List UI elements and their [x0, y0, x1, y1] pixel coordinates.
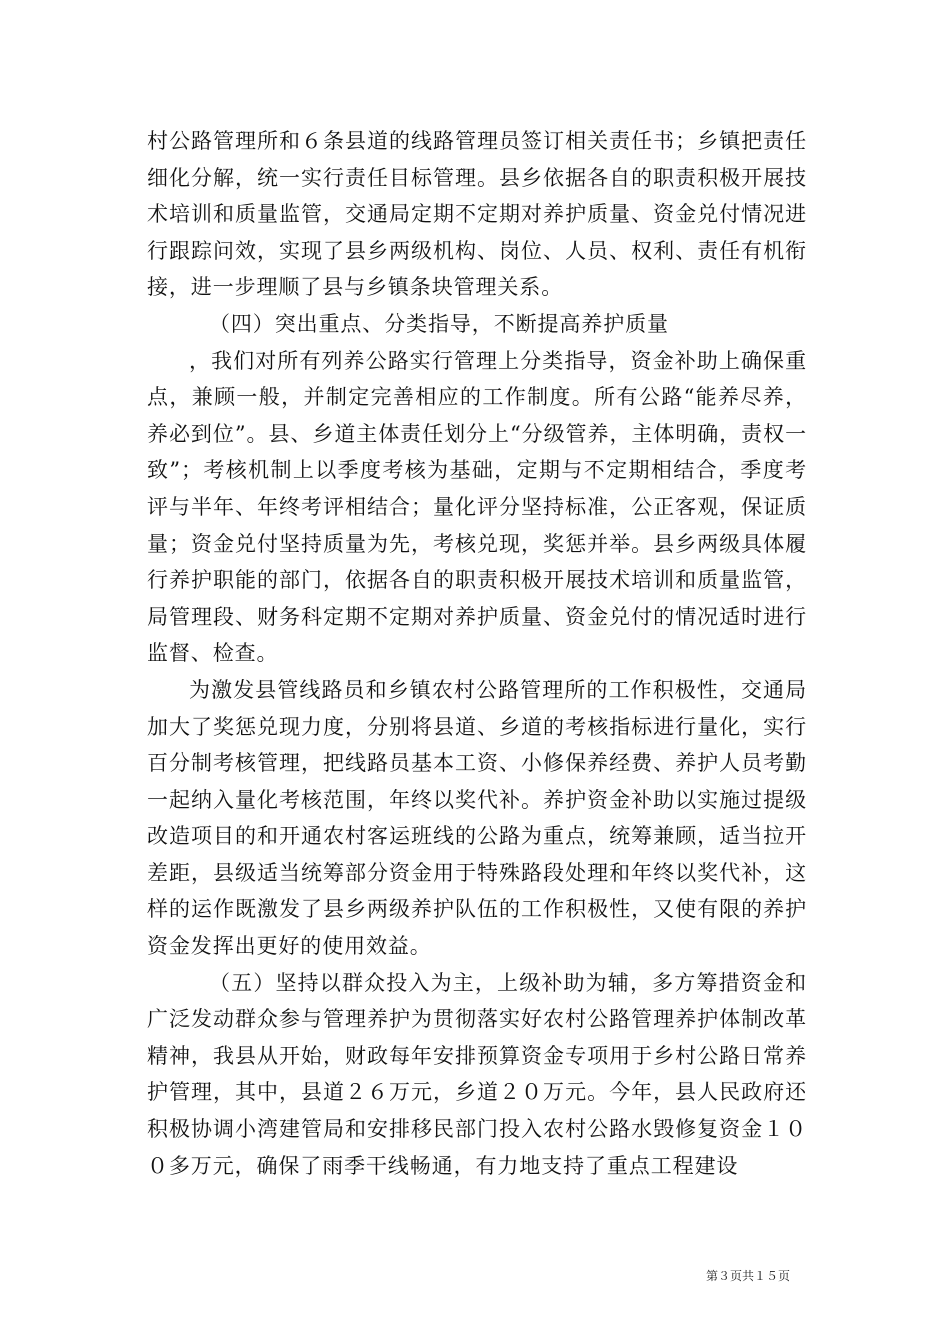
section-heading-4: （四）突出重点、分类指导，不断提高养护质量 — [209, 311, 669, 336]
section-heading-5-paragraph: （五）坚持以群众投入为主，上级补助为辅，多方筹措资金和广泛发动群众参与管理养护为贯彻落实好农村公路管理养护体制改革精神，我县从开始，财政每年安排预算资金专项用于乡村公路日常养护管理，其中，县道２６万元，乡道２０万元。今年，县人民政府还积极协调小湾建管局和安排移民部门投入农村公路水毁修复资金１００多万元，确保了雨季干线畅通，有力地支持了重点工程建设 — [147, 970, 807, 1178]
paragraph-incentives: 为激发县管线路员和乡镇农村公路管理所的工作积极性，交通局加大了奖惩兑现力度，分别将县道、乡道的考核指标进行量化，实行百分制考核管理，把线路员基本工资、小修保养经费、养护人员考勤一起纳入量化考核范围，年终以奖代补。养护资金补助以实施过提级改造项目的和开通农村客运班线的公路为重点，统筹兼顾，适当拉开差距，县级适当统筹部分资金用于特殊路段处理和年终以奖代补，这样的运作既激发了县乡两级养护队伍的工作积极性，又使有限的养护资金发挥出更好的使用效益。 — [147, 677, 807, 959]
page-number-footer: 第３页共１５页 — [706, 1269, 791, 1283]
paragraph-classification: ，我们对所有列养公路实行管理上分类指导，资金补助上确保重点，兼顾一般，并制定完善相应的工作制度。所有公路“能养尽养，养必到位”。县、乡道主体责任划分上“分级管养，主体明确，责权一致”；考核机制上以季度考核为基础，定期与不定期相结合，季度考评与半年、年终考评相结合；量化评分坚持标准，公正客观，保证质量；资金兑付坚持质量为先，考核兑现，奖惩并举。县乡两级具体履行养护职能的部门，依据各自的职责积极开展技术培训和质量监管，局管理段、财务科定期不定期对养护质量、资金兑付的情况适时进行监督、检查。 — [147, 348, 807, 666]
document-body — [147, 123, 807, 1184]
paragraph-responsibility: 村公路管理所和６条县道的线路管理员签订相关责任书；乡镇把责任细化分解，统一实行责任目标管理。县乡依据各自的职责积极开展技术培训和质量监管，交通局定期不定期对养护质量、资金兑付情况进行跟踪问效，实现了县乡两级机构、岗位、人员、权利、责任有机衔接，进一步理顺了县与乡镇条块管理关系。 — [147, 129, 807, 300]
